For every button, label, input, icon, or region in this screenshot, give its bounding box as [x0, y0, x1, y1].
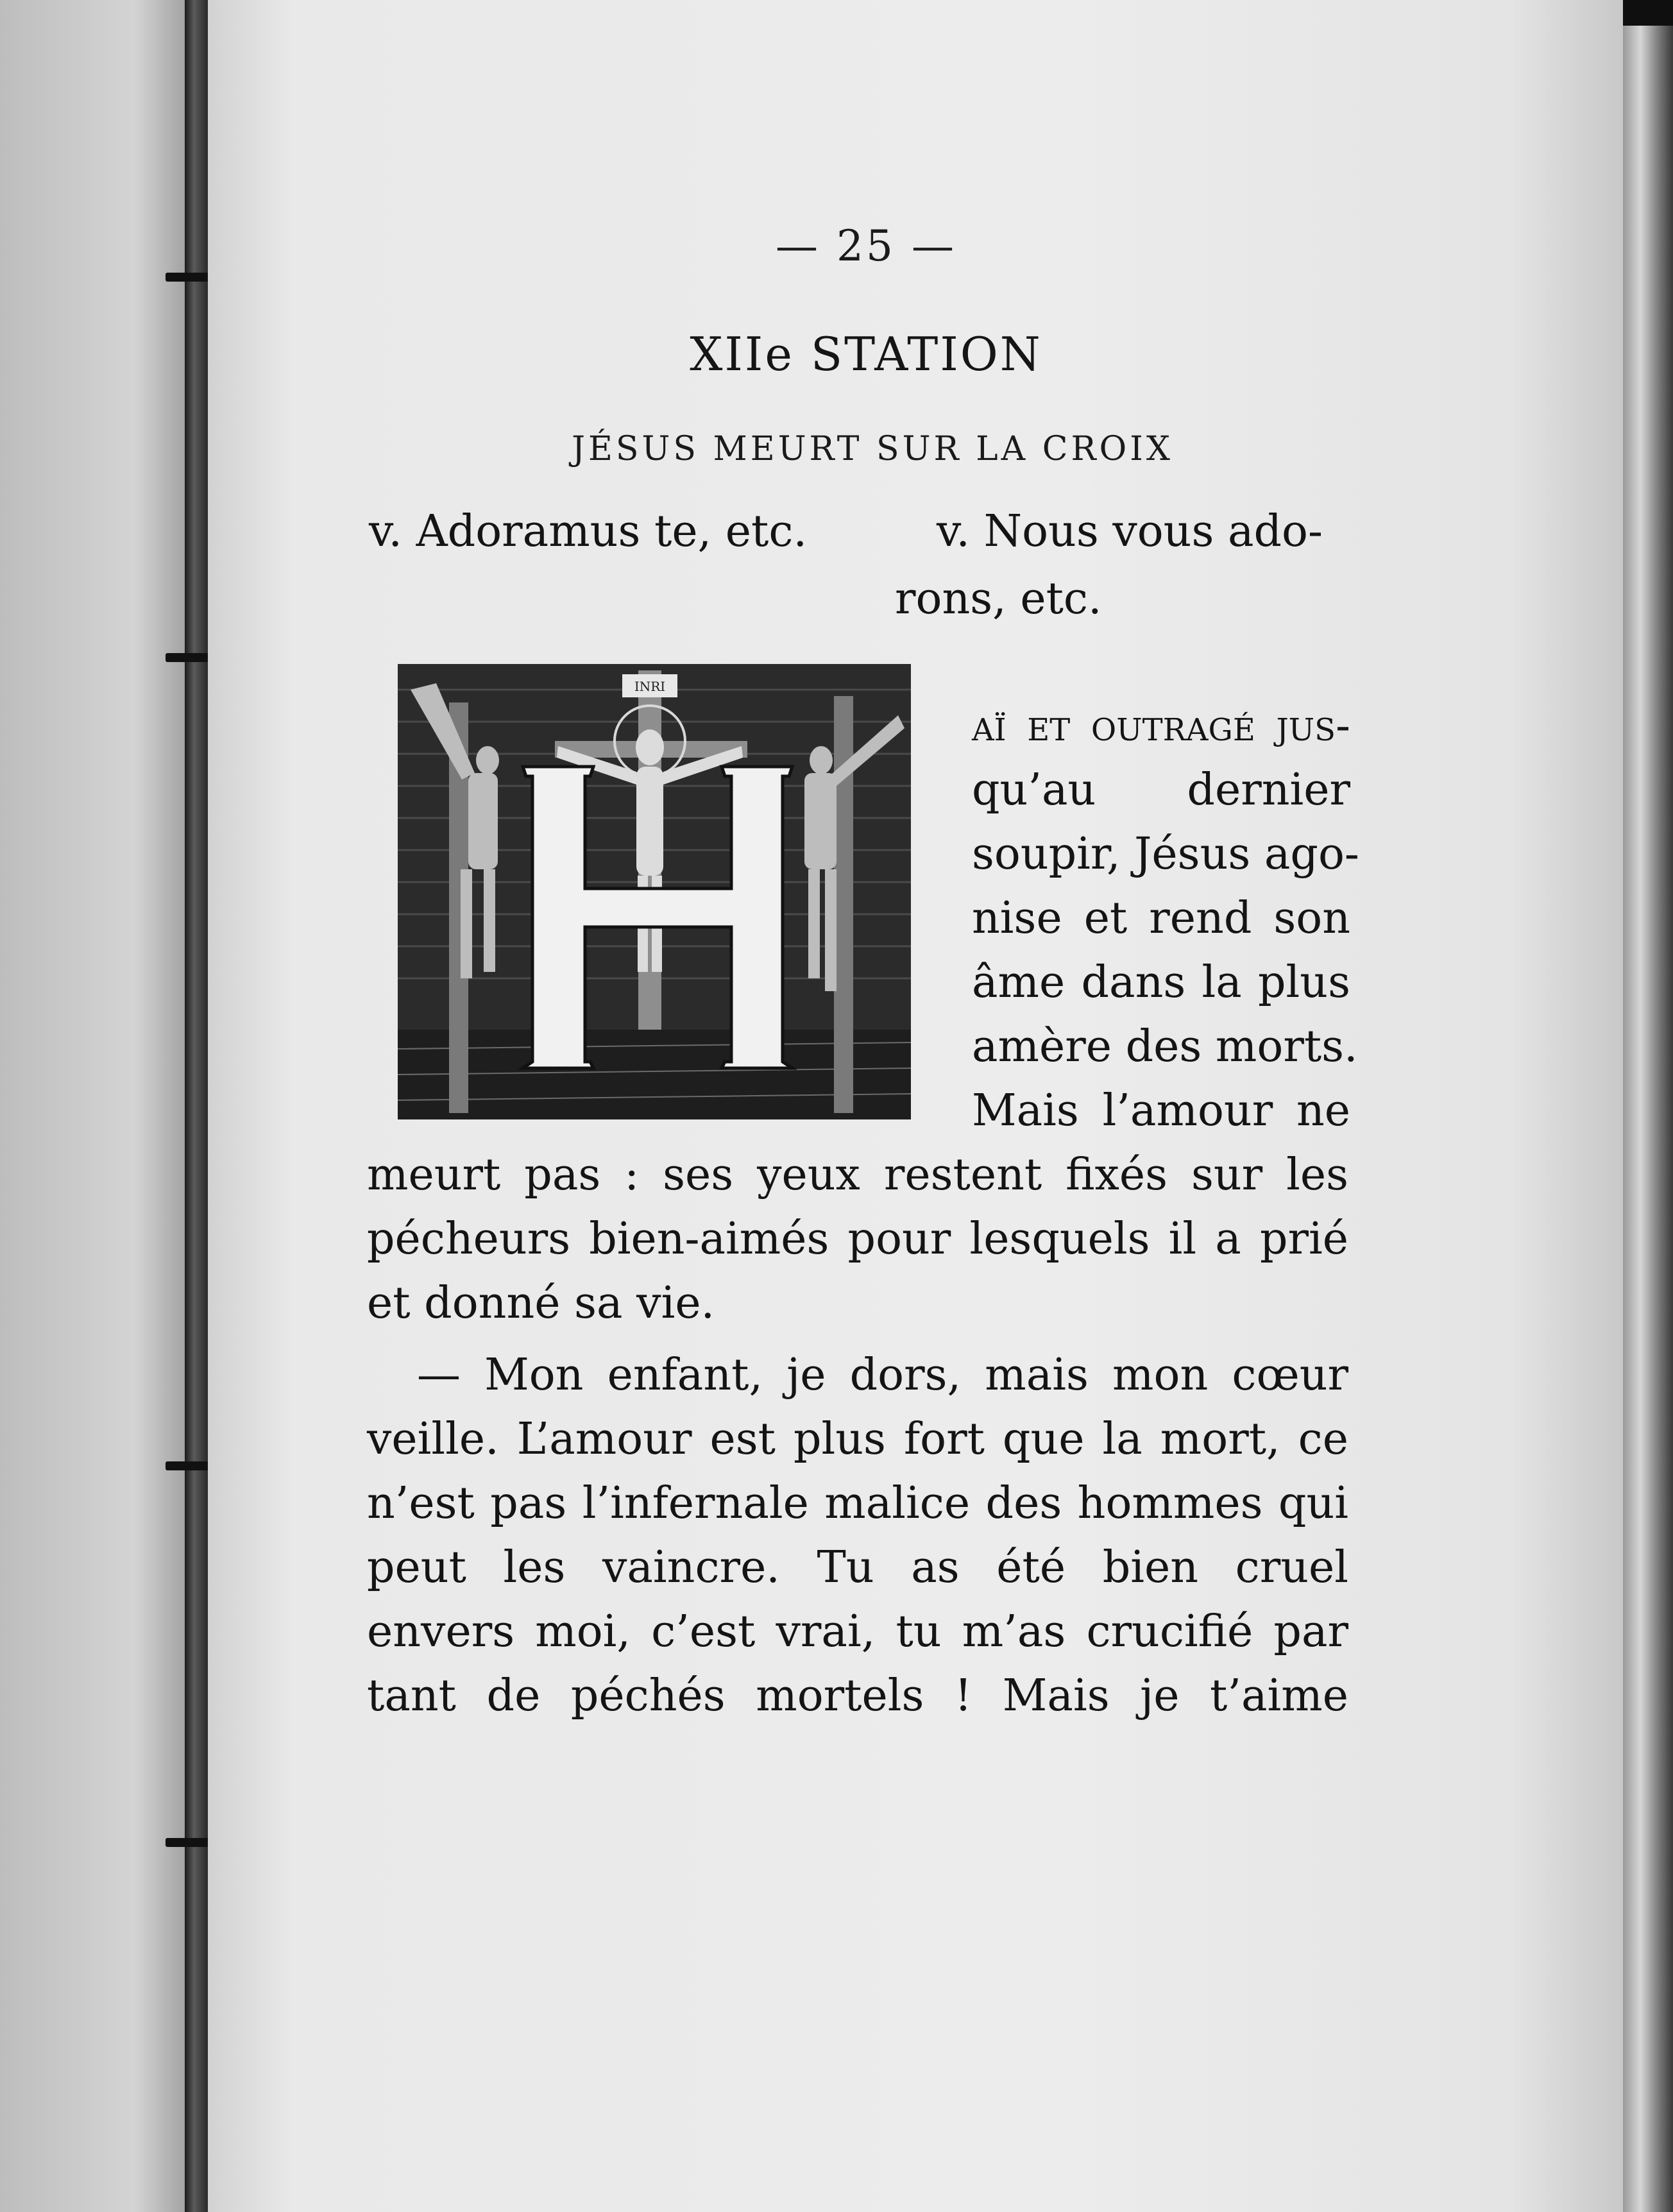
paragraph1-line: pécheurs bien-aimés pour lesquels il a prié: [367, 1214, 1348, 1264]
crucifixion-initial-illustration: [398, 664, 911, 1119]
paragraph2-line: peut les vaincre. Tu as été bien cruel: [367, 1542, 1348, 1593]
binding-stitch: [166, 653, 213, 662]
binding-stitch: [166, 1461, 213, 1470]
previous-page-edge: [0, 0, 192, 2212]
versicle-french-line2: rons, etc.: [895, 574, 1102, 624]
book-gutter: [185, 0, 208, 2212]
paragraph1-line: nise et rend son: [972, 893, 1350, 944]
paragraph1-line: qu’au dernier: [972, 765, 1350, 815]
paragraph1-line: soupir, Jésus ago-: [972, 829, 1359, 880]
paragraph1-line: âme dans la plus: [972, 957, 1350, 1008]
paragraph1-line: meurt pas : ses yeux restent fixés sur les: [367, 1150, 1348, 1200]
versicle-latin: v. Adoramus te, etc.: [369, 506, 808, 557]
paragraph2-line: tant de péchés mortels ! Mais je t’aime: [367, 1671, 1348, 1721]
station-title: XIIe STATION: [690, 327, 1042, 381]
paragraph1-line: et donné sa vie.: [367, 1278, 715, 1329]
paragraph1-line: Mais l’amour ne: [972, 1085, 1350, 1136]
paragraph2-line: envers moi, c’est vrai, tu m’as crucifié par: [367, 1606, 1348, 1657]
paragraph2-line: — Mon enfant, je dors, mais mon cœur: [417, 1350, 1348, 1400]
paragraph2-line: veille. L’amour est plus fort que la mort, ce: [367, 1414, 1348, 1465]
paragraph1-line: amère des morts.: [972, 1021, 1358, 1072]
binding-stitch: [166, 1838, 213, 1847]
station-subtitle: JÉSUS MEURT SUR LA CROIX: [572, 430, 1173, 468]
page-number: — 25 —: [776, 221, 956, 271]
inri-inscription: INRI: [634, 679, 666, 694]
binding-stitch: [166, 273, 213, 282]
versicle-french-line1: v. Nous vous ado-: [937, 506, 1323, 557]
paragraph1-line: aï et outragé jus-: [972, 701, 1350, 751]
page-stack-edge: [1623, 26, 1673, 2212]
paragraph2-line: n’est pas l’infernale malice des hommes qui: [367, 1478, 1348, 1529]
